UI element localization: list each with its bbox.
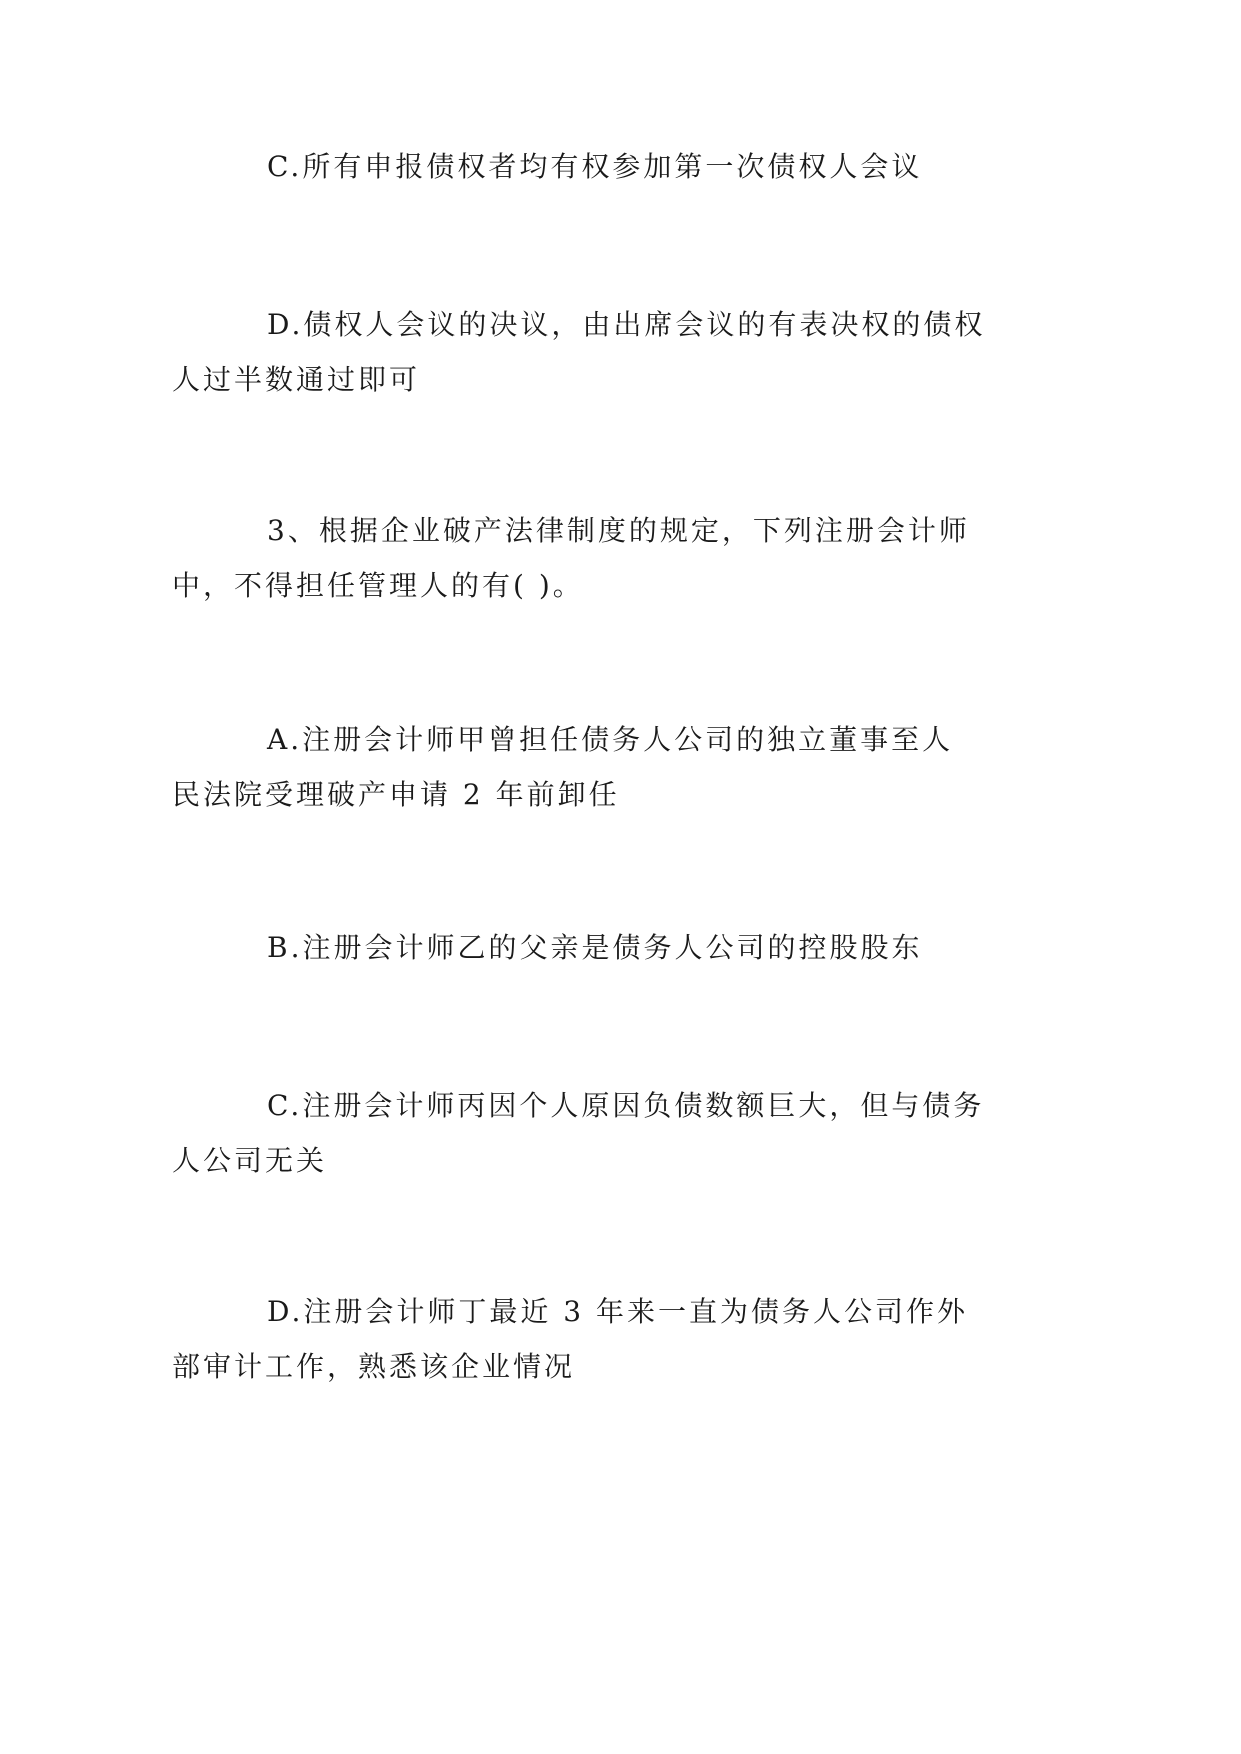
text-line: C.注册会计师丙因个人原因负债数额巨大，但与债务 [267,1089,985,1122]
text-line: A.注册会计师甲曾担任债务人公司的独立董事至人 [267,723,954,756]
q2-option-c [172,139,944,194]
text-line: 中，不得担任管理人的有( )。 [172,569,584,602]
text-line: D.债权人会议的决议，由出席会议的有表决权的债权 [267,308,986,341]
text-line: 3、根据企业破产法律制度的规定，下列注册会计师 [267,514,970,547]
q3-option-d [172,1284,968,1394]
text-line: 民法院受理破产申请 2 年前卸任 [172,778,620,811]
q3-stem [172,503,970,613]
text-line: 部审计工作，熟悉该企业情况 [172,1350,576,1383]
text-line: 人公司无关 [172,1144,328,1177]
text-line: D.注册会计师丁最近 3 年来一直为债务人公司作外 [267,1295,968,1328]
q2-option-d [172,297,986,407]
text-line: B.注册会计师乙的父亲是债务人公司的控股股东 [267,931,923,964]
q3-option-b [172,920,944,975]
text-line: 人过半数通过即可 [172,363,421,396]
text-line: C.所有申报债权者均有权参加第一次债权人会议 [267,150,923,183]
q3-option-c [172,1078,985,1188]
q3-option-a [172,712,954,822]
